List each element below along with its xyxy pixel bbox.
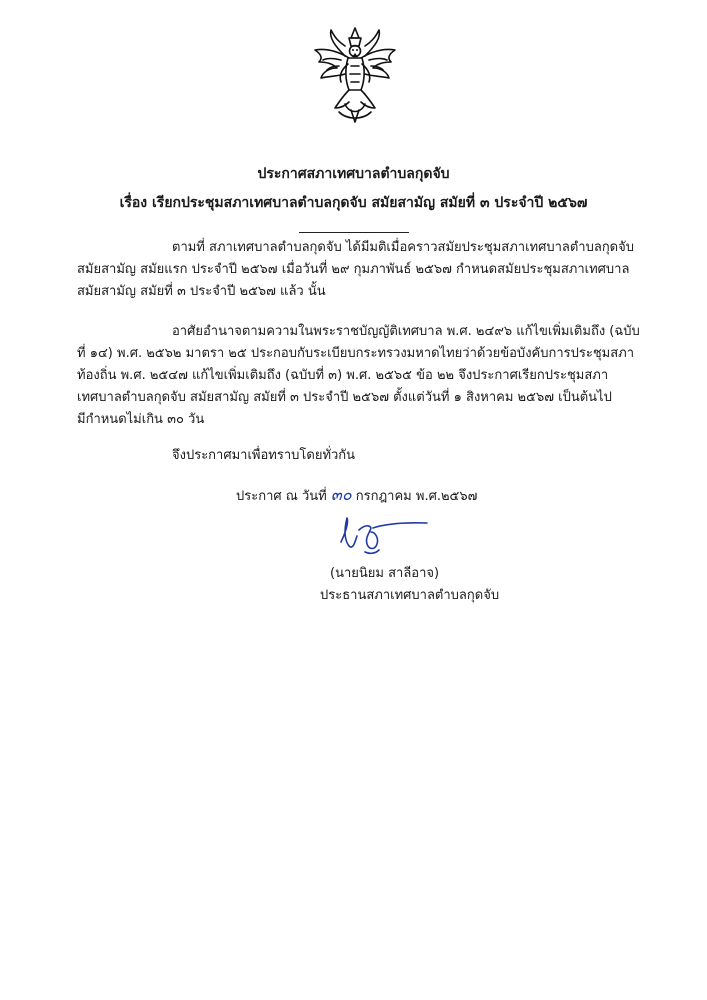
signer-name: (นายนิยม สาลีอาจ): [330, 566, 440, 581]
paragraph-line: ตามที่ สภาเทศบาลตำบลกุดจับ ได้มีมติเมื่อคราวสมัยประชุมสภาเทศบาลตำบลกุดจับ: [172, 240, 634, 255]
paragraph-line: สมัยสามัญ สมัยแรก ประจำปี ๒๕๖๗ เมื่อวันที่ ๒๙ กุมภาพันธ์ ๒๕๖๗ กำหนดสมัยประชุมสภาเทศบาล: [77, 262, 630, 277]
date-prefix: ประกาศ ณ วันที่: [236, 489, 327, 504]
announcement-date: [236, 483, 477, 508]
paragraph-line: สมัยสามัญ สมัยที่ ๓ ประจำปี ๒๕๖๗ แล้ว นั้น: [77, 284, 326, 299]
paragraph-preamble: [77, 237, 637, 303]
paragraph-line: ท้องถิ่น พ.ศ. ๒๕๔๗ แก้ไขเพิ่มเติมถึง (ฉบับที่ ๓) พ.ศ. ๒๕๖๕ ข้อ ๒๒ จึงประกาศเรียกประชุมสภา: [77, 368, 609, 383]
paragraph-closing: [77, 445, 637, 467]
paragraph-line: อาศัยอำนาจตามความในพระราชบัญญัติเทศบาล พ.ศ. ๒๔๙๖ แก้ไขเพิ่มเติมถึง (ฉบับ: [172, 324, 640, 339]
signer-position: ประธานสภาเทศบาลตำบลกุดจับ: [320, 588, 500, 603]
paragraph-authority: [77, 321, 640, 431]
title-divider: [299, 232, 409, 233]
date-day-handwritten: ๓๐: [330, 485, 352, 504]
paragraph-line: เทศบาลตำบลกุดจับ สมัยสามัญ สมัยที่ ๓ ประจำปี ๒๕๖๗ ตั้งแต่วันที่ ๑ สิงหาคม ๒๕๖๗ เป็นต้นไป: [77, 390, 612, 405]
handwritten-signature-icon: [335, 508, 435, 558]
garuda-emblem-icon: [305, 24, 405, 124]
paragraph-line: มีกำหนดไม่เกิน ๓๐ วัน: [77, 412, 205, 427]
announcement-subject: เรื่อง เรียกประชุมสภาเทศบาลตำบลกุดจับ สมัยสามัญ สมัยที่ ๓ ประจำปี ๒๕๖๗: [119, 195, 588, 211]
date-suffix: กรกฎาคม พ.ศ.๒๕๖๗: [355, 489, 478, 504]
paragraph-line: ที่ ๑๔) พ.ศ. ๒๕๖๒ มาตรา ๒๕ ประกอบกับระเบียบกระทรวงมหาดไทยว่าด้วยข้อบังคับการประชุมสภา: [77, 346, 635, 361]
closing-line: จึงประกาศมาเพื่อทราบโดยทั่วกัน: [172, 448, 356, 463]
announcement-title: ประกาศสภาเทศบาลตำบลกุดจับ: [257, 166, 450, 182]
